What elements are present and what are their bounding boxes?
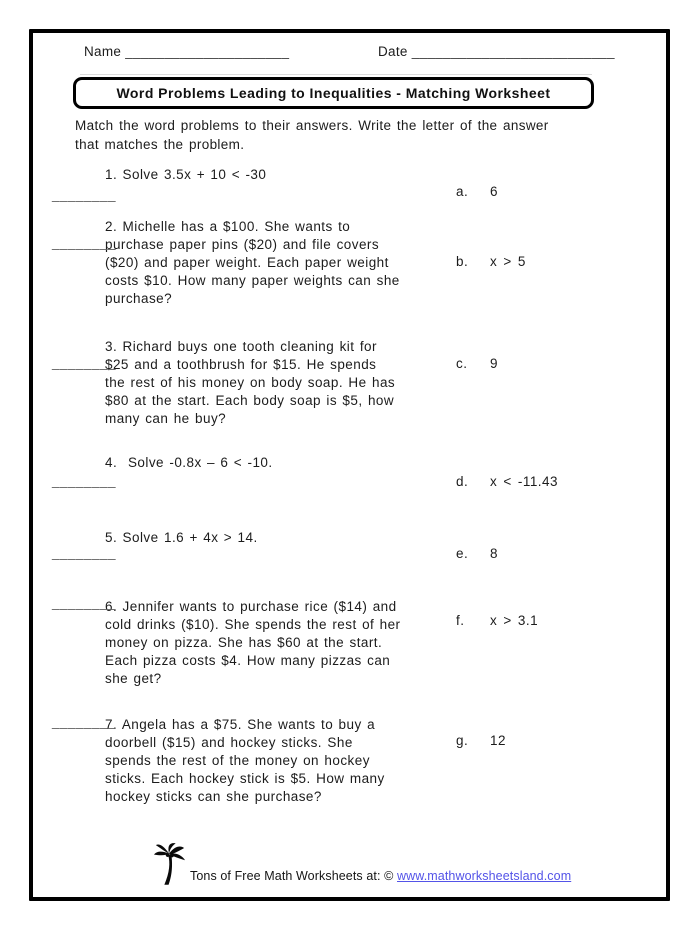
answer-value: x < -11.43 [490, 474, 558, 489]
answer-blank-1: ________ [52, 187, 117, 202]
problem-2-text: 2. Michelle has a $100. She wants to purchase paper pins ($20) and file covers ($20) and paper weight. Each paper weight costs $10. How many paper weights can she purchase? [105, 219, 400, 306]
problem-3-text: 3. Richard buys one tooth cleaning kit for $25 and a toothbrush for $15. He spends the rest of his money on body soap. He has $80 at the start. Each body soap is $5, how many can he buy? [105, 339, 396, 426]
answer-blank-4: ________ [52, 473, 117, 488]
answer-letter: b. [456, 254, 469, 269]
palm-tree-icon [154, 842, 186, 886]
answer-option-a [456, 184, 498, 199]
problem-6-text: 6. Jennifer wants to purchase rice ($14) and cold drinks ($10). She spends the rest of her money on pizza. She has $60 at the start. Each pizza costs $4. How many pizzas can she get? [105, 599, 401, 686]
answer-option-f [456, 613, 538, 628]
date-label: Date [378, 44, 408, 59]
answer-letter: d. [456, 474, 469, 489]
problem-5-text: 5. Solve 1.6 + 4x > 14. [105, 530, 258, 545]
page-title: Word Problems Leading to Inequalities - Matching Worksheet [116, 85, 551, 101]
answer-value: 12 [490, 733, 506, 748]
problem-4-text: 4. Solve -0.8x – 6 < -10. [105, 455, 273, 470]
answer-option-b [456, 254, 526, 269]
answer-option-e [456, 546, 498, 561]
name-blank-line: _____________________ [125, 44, 290, 59]
answer-value: x > 3.1 [490, 613, 539, 628]
answer-letter: f. [456, 613, 465, 628]
answer-option-c [456, 356, 498, 371]
answer-value: 9 [490, 356, 498, 371]
header-divider [80, 74, 592, 75]
answer-blank-5: ________ [52, 545, 117, 560]
answer-value: 6 [490, 184, 498, 199]
answer-option-d [456, 474, 558, 489]
answer-letter: g. [456, 733, 469, 748]
answer-option-g [456, 733, 506, 748]
problem-7-text: 7. Angela has a $75. She wants to buy a doorbell ($15) and hockey sticks. She spends the rest of the money on hockey sticks. Each hockey stick is $5. How many hockey sticks can she purchase? [105, 717, 385, 804]
answer-letter: e. [456, 546, 469, 561]
answer-letter: a. [456, 184, 469, 199]
answer-blank-3: ________ [52, 355, 117, 370]
worksheet-title-box [73, 77, 594, 109]
date-blank-line: __________________________ [411, 44, 615, 59]
answer-value: 8 [490, 546, 498, 561]
name-label: Name [84, 44, 122, 59]
instructions-text: Match the word problems to their answers. Write the letter of the answer that matches the problem. [75, 118, 549, 152]
answer-value: x > 5 [490, 254, 526, 269]
footer-credit [190, 869, 571, 883]
answer-letter: c. [456, 356, 468, 371]
date-row [378, 44, 615, 59]
name-row [84, 44, 289, 59]
footer-credit-text: Tons of Free Math Worksheets at: © [190, 869, 394, 883]
footer-link[interactable]: www.mathworksheetsland.com [397, 869, 572, 883]
problem-1-text: 1. Solve 3.5x + 10 < -30 [105, 167, 267, 182]
answer-blank-6: ________ [52, 595, 117, 610]
answer-blank-7: ________ [52, 714, 117, 729]
answer-blank-2: ________ [52, 235, 117, 250]
